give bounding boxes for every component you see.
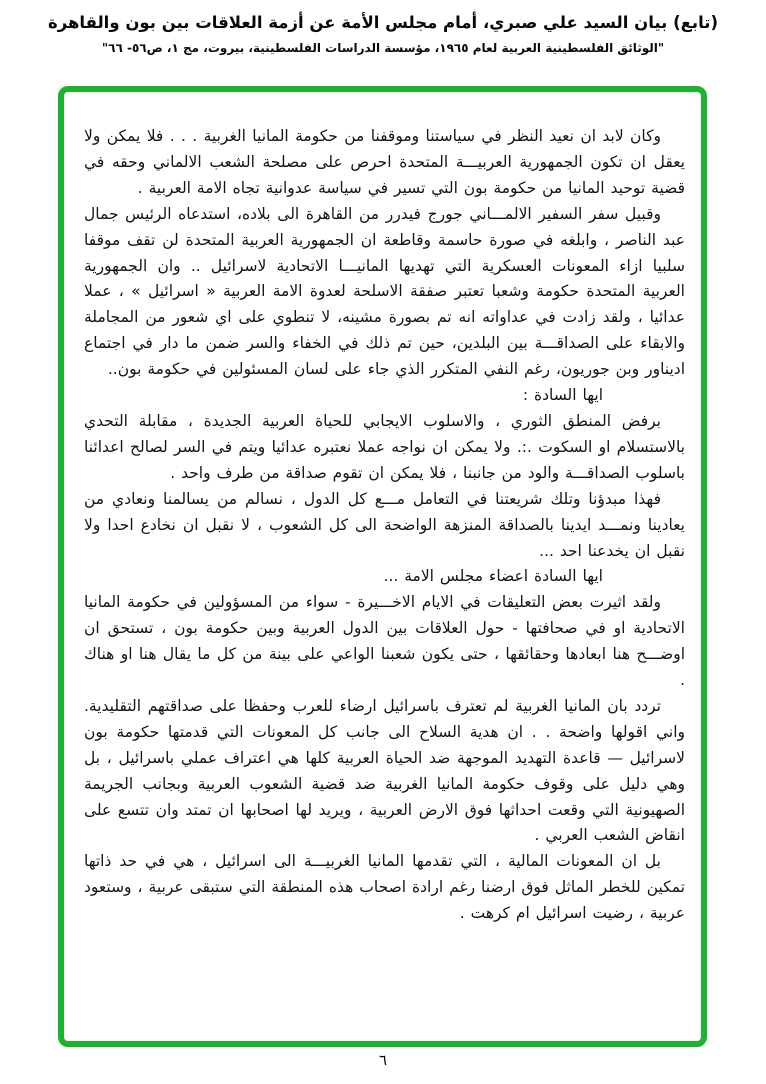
document-body: [64, 92, 701, 1041]
paragraph: تردد بان المانيا الغربية لم تعترف باسرائيل ارضاء للعرب وحفظا على صداقتهم التقليدية. واني اقولها واضحة . . ان هدية السلاح الى جانب كل المعونات التي قدمتها حكومة بون لاسرائيل — قاعدة التهديد الموجهة ضد الحياة العربية كلها هي اعتراف عملي باسرائيل ، بل وهي دليل على وقوف حكومة المانيا الغربية ضد قضية الشعوب العربية وبجانب الجريمة الصهيونية التي وقعت احداثها فوق الارض العربية ، ويريد لها اصحابها ان تمتد وان تتسع على انقاض الشعب العربي .: [84, 696, 685, 845]
document-source-citation: "الوثائق الفلسطينية العربية لعام ١٩٦٥، مؤسسة الدراسات الفلسطينية، بيروت، مج ١، ص٥٦- ٦٦": [101, 41, 665, 55]
paragraph: ولقد اثيرت بعض التعليقات في الايام الاخـــيرة - سواء من المسؤولين في حكومة المانيا الاتحادية او في صحافتها - حول العلاقات بين الدول العربية وبين حكومة بون ، تستحق ان اوضـــح هنا ابعادها وحقائقها ، حتى يكون شعبنا الواعي على بينة من كل ما يقال هنا او هناك .: [84, 593, 685, 690]
document-title: (تابع) بيان السيد علي صبري، أمام مجلس الأمة عن أزمة العلاقات بين بون والقاهرة: [47, 13, 719, 32]
paragraph: ايها السادة اعضاء مجلس الامة ...: [383, 567, 603, 586]
document-frame: [58, 86, 707, 1047]
paragraph: وقبيل سفر السفير الالمـــاني جورج فيدرر من القاهرة الى بلاده، استدعاه الرئيس جمال عبد الناصر ، وابلغه في صورة حاسمة وقاطعة ان الجمهورية العربية المتحدة لن تقف موقفا سلبيا ازاء المعونات العسكرية التي تهديها المانيـــا الاتحادية لاسرائيل .. وان الجمهورية العربية المتحدة حكومة وشعبا تعتبر صفقة الاسلحة لعدوة الامة العربية « اسرائيل » ، عملا عدائيا ، ولقد زادت في عداواته انه تم بصورة مشينه، لا تنطوي على اي شعور من المجاملة والابقاء على الصداقـــة بين البلدين، حين تم ذلك في الخفاء والسر ضمن ما دار في اجتماع اديناور وبن جوريون، رغم النفي المتكرر الذي جاء على لسان المسئولين في حكومة بون..: [84, 204, 685, 379]
paragraph: بل ان المعونات المالية ، التي تقدمها المانيا الغربيـــة الى اسرائيل ، هي في حد ذاتها تمكين للخطر الماثل فوق ارضنا رغم ارادة اصحاب هذه المنطقة التي ستبقى عربية ، وستعود عربية ، رضيت اسرائيل ام كرهت .: [84, 852, 685, 923]
paragraph: ايها السادة :: [522, 386, 603, 405]
paragraph: فهذا مبدؤنا وتلك شريعتنا في التعامل مـــع كل الدول ، نسالم من يسالمنا ونعادي من يعادينا ونمـــد ايدينا بالصداقة المنزهة الواضحة الى كل الشعوب ، لا نقبل ان نخادع احدا ولا نقبل ان يخدعنا احد ...: [84, 489, 685, 560]
document-header: [0, 13, 766, 55]
paragraph: برفض المنطق الثوري ، والاسلوب الايجابي للحياة العربية الجديدة ، مقابلة التحدي بالاستسلام او السكوت .:. ولا يمكن ان نواجه عملا نعتبره عدائيا ويتم في السر لصالح اعدائنا باسلوب الصداقـــة والود من جانبنا ، فلا يمكن ان تقوم صداقة من طرف واحد .: [84, 411, 685, 482]
paragraph: وكان لابد ان نعيد النظر في سياستنا وموقفنا من حكومة المانيا الغربية . . . فلا يمكن ولا يعقل ان تكون الجمهورية العربيـــة المتحدة احرص على مصلحة الشعب الالماني وحقه في قضية توحيد المانيا من حكومة بون التي تسير في سياسة عدوانية تجاه الامة العربية .: [84, 127, 685, 197]
page-number: ٦: [378, 1051, 388, 1069]
